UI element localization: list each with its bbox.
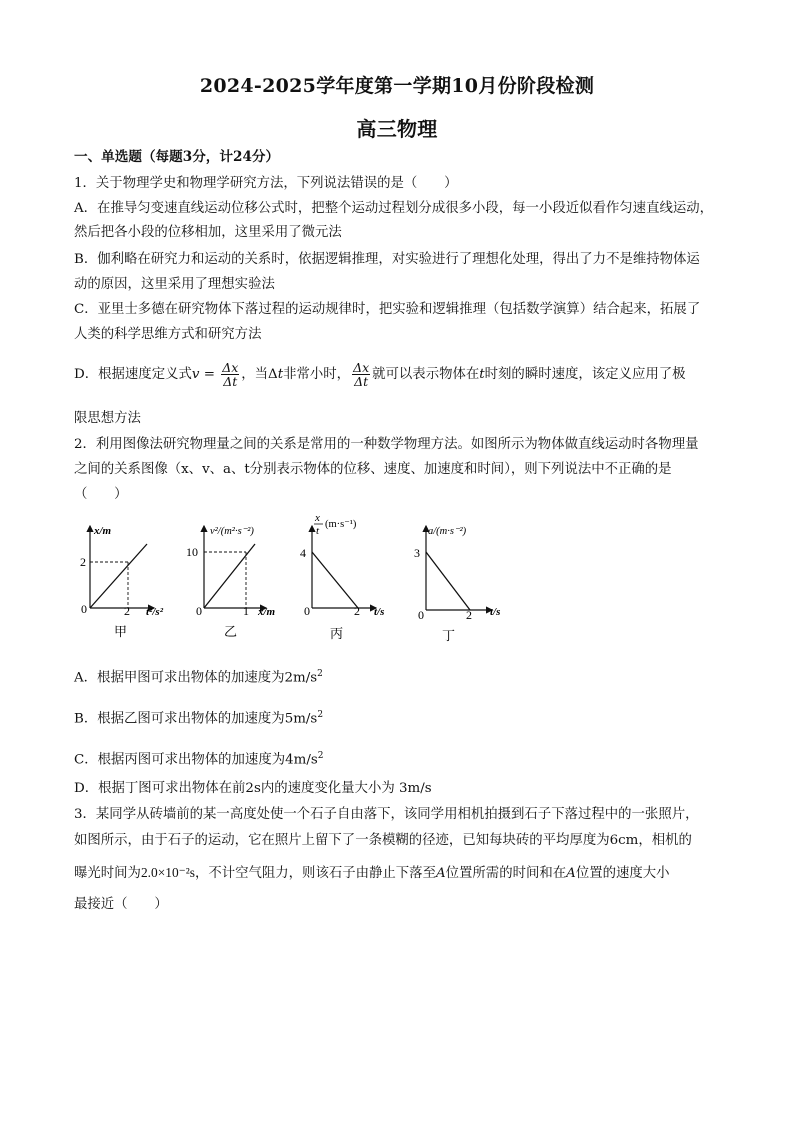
graph-name: 丁	[442, 629, 456, 642]
velocity-fraction	[221, 361, 239, 388]
q1-d-mid2: 非常小时，	[283, 367, 351, 382]
x-tick: 2	[354, 604, 360, 618]
q2-option-c	[74, 748, 734, 768]
position-a: A	[435, 866, 446, 881]
graph-ding	[408, 512, 518, 642]
q1-stem: 1．关于物理学史和物理学研究方法，下列说法错误的是（ ）	[74, 176, 458, 191]
q3-line2: 如图所示，由于石子的运动，它在照片上留下了一条模糊的径迹，已知每块砖的平均厚度为6cm，相机的	[74, 833, 692, 848]
y-tick: 4	[300, 546, 306, 560]
graph-name: 丙	[330, 627, 344, 642]
x-tick: 2	[466, 608, 472, 622]
q1-d-eq: =	[199, 367, 220, 382]
graph-yi	[180, 512, 290, 642]
q1-option-c-line1: C．亚里士多德在研究物体下落过程的运动规律时，把实验和逻辑推理（包括数学演算）结合起来，拓展了	[74, 302, 701, 317]
q1-d-t2: t	[479, 367, 485, 382]
y-label-numerator: x	[315, 512, 320, 524]
q1-d-v: v	[191, 367, 200, 382]
q3-line3-post2: 位置所需的时间和在	[445, 866, 567, 881]
q2-option-b-sup: 2	[317, 710, 324, 720]
fraction-denominator: Δt	[223, 374, 238, 389]
origin-label: 0	[304, 604, 310, 618]
x-label: x/m	[258, 606, 276, 618]
q2-option-b	[74, 707, 734, 727]
y-label: x/m	[94, 525, 112, 537]
q1-d-post1: 就可以表示物体在	[372, 367, 480, 382]
q1-option-d-line1	[74, 358, 734, 392]
graph-jia	[74, 512, 184, 642]
x-label: t²/s²	[146, 606, 163, 618]
exam-title: 2024-2025学年度第一学期10月份阶段检测	[199, 75, 595, 97]
y-tick: 10	[186, 545, 198, 559]
x-label: t/s	[490, 606, 501, 618]
y-label-unit: (m·s⁻¹)	[325, 519, 357, 530]
y-label: v²/(m²·s⁻²)	[210, 526, 254, 537]
y-tick: 3	[414, 546, 420, 560]
q1-option-b-line2: 动的原因，这里采用了理想实验法	[74, 277, 275, 292]
graph-name: 乙	[224, 625, 238, 640]
q2-stem-line2: 之间的关系图像（x、v、a、t分别表示物体的位移、速度、加速度和时间），则下列说法中不正确的是	[74, 462, 672, 477]
exam-subject: 高三物理	[356, 117, 438, 141]
q2-option-c-sup: 2	[317, 751, 324, 761]
y-label: a/(m·s⁻²)	[428, 526, 467, 537]
q2-option-d: D．根据丁图可求出物体在前2s内的速度变化量大小为 3m/s	[74, 781, 432, 796]
graph-line	[426, 552, 470, 610]
origin-label: 0	[81, 602, 87, 616]
q1-option-c-line2: 人类的科学思维方式和研究方法	[74, 327, 262, 342]
q3-line1: 3．某同学从砖墙前的某一高度处使一个石子自由落下，该同学用相机拍摄到石子下落过程中的一张照片，	[74, 807, 699, 822]
q3-line3-post: ，不计空气阻力，则该石子由静止下落至	[194, 866, 436, 881]
velocity-fraction-2	[352, 361, 370, 388]
x-tick: 2	[124, 604, 130, 618]
q2-option-a	[74, 666, 734, 686]
q3-line3	[74, 864, 734, 882]
graph-line	[312, 552, 358, 608]
q1-d-mid: ，当Δ	[241, 367, 278, 382]
graph-bing	[296, 510, 406, 642]
origin-label: 0	[196, 604, 202, 618]
y-label-denominator: t	[316, 525, 320, 537]
q2-option-c-text: C．根据丙图可求出物体的加速度为4m/s	[74, 752, 318, 768]
q1-option-a-line1: A．在推导匀变速直线运动位移公式时，把整个运动过程划分成很多小段，每一小段近似看作匀速直线运动，	[74, 201, 714, 216]
position-a-2: A	[566, 866, 576, 881]
fraction-denominator-2: Δt	[354, 374, 369, 389]
origin-label: 0	[418, 608, 424, 622]
q2-option-a-text: A．根据甲图可求出物体的加速度为2m/s	[74, 670, 318, 686]
q2-option-b-text: B．根据乙图可求出物体的加速度为5m/s	[74, 711, 318, 727]
q1-option-d-line2: 限思想方法	[74, 411, 141, 426]
q1-option-b-line1: B．伽利略在研究力和运动的关系时，依据逻辑推理，对实验进行了理想化处理，得出了力不是维持物体运	[74, 252, 700, 267]
fraction-numerator: Δx	[222, 360, 239, 375]
q1-option-a-line2: 然后把各小段的位移相加，这里采用了微元法	[74, 225, 342, 240]
q1-d-prefix: D．根据速度定义式	[74, 367, 192, 382]
graph-line	[204, 544, 255, 608]
q3-line3-pre: 曝光时间为	[74, 866, 141, 881]
exposure-time: 2.0×10⁻²s	[140, 865, 195, 880]
q1-d-post2: 时刻的瞬时速度，该定义应用了极	[484, 367, 686, 382]
q1-d-t: t	[277, 367, 284, 382]
q2-stem-line3: （ ）	[74, 487, 128, 502]
section-heading: 一、单选题（每题3分，计24分）	[74, 149, 280, 165]
graph-line	[90, 544, 147, 608]
q2-stem-line1: 2．利用图像法研究物理量之间的关系是常用的一种数学物理方法。如图所示为物体做直线运动时各物理量	[74, 437, 699, 452]
fraction-numerator-2: Δx	[353, 360, 370, 375]
q3-line3-post3: 位置的速度大小	[575, 866, 670, 881]
q3-line4: 最接近（ ）	[74, 897, 168, 912]
y-tick: 2	[80, 555, 86, 569]
x-label: t/s	[374, 606, 385, 618]
graph-name: 甲	[114, 625, 128, 640]
q2-option-a-sup: 2	[317, 669, 323, 679]
x-tick: 1	[243, 604, 249, 618]
